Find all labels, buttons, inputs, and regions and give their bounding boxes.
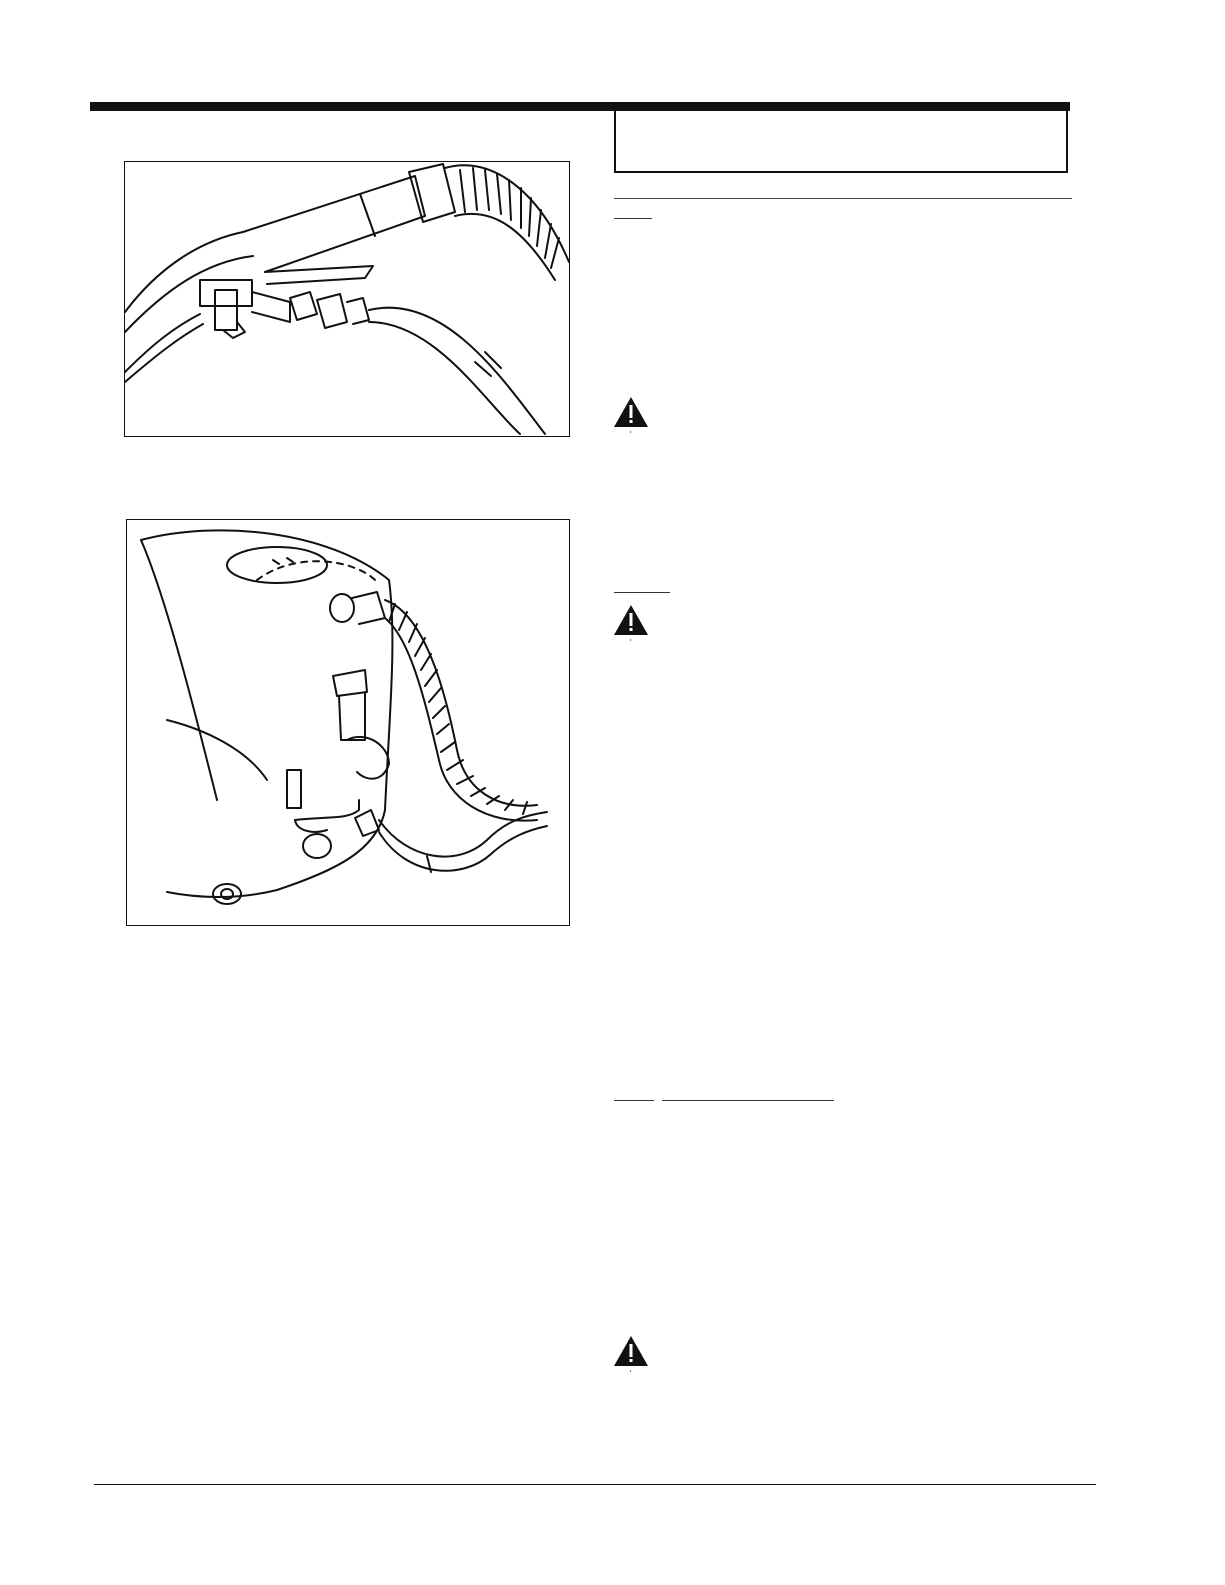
section-header-box	[614, 111, 1068, 173]
underline-mark	[614, 218, 652, 219]
underline-mark	[614, 592, 670, 593]
footer-rule	[94, 1484, 1096, 1485]
warning-triangle-icon	[614, 605, 648, 635]
warning-triangle-icon	[614, 397, 648, 427]
extractor-hose-connection-illustration	[126, 519, 570, 926]
underline-mark	[614, 1100, 654, 1101]
section-divider	[614, 198, 1072, 199]
spray-wand-valve-illustration	[124, 161, 570, 437]
underline-mark	[662, 1100, 834, 1101]
warning-triangle-icon	[614, 1336, 648, 1366]
header-rule	[90, 102, 1070, 111]
